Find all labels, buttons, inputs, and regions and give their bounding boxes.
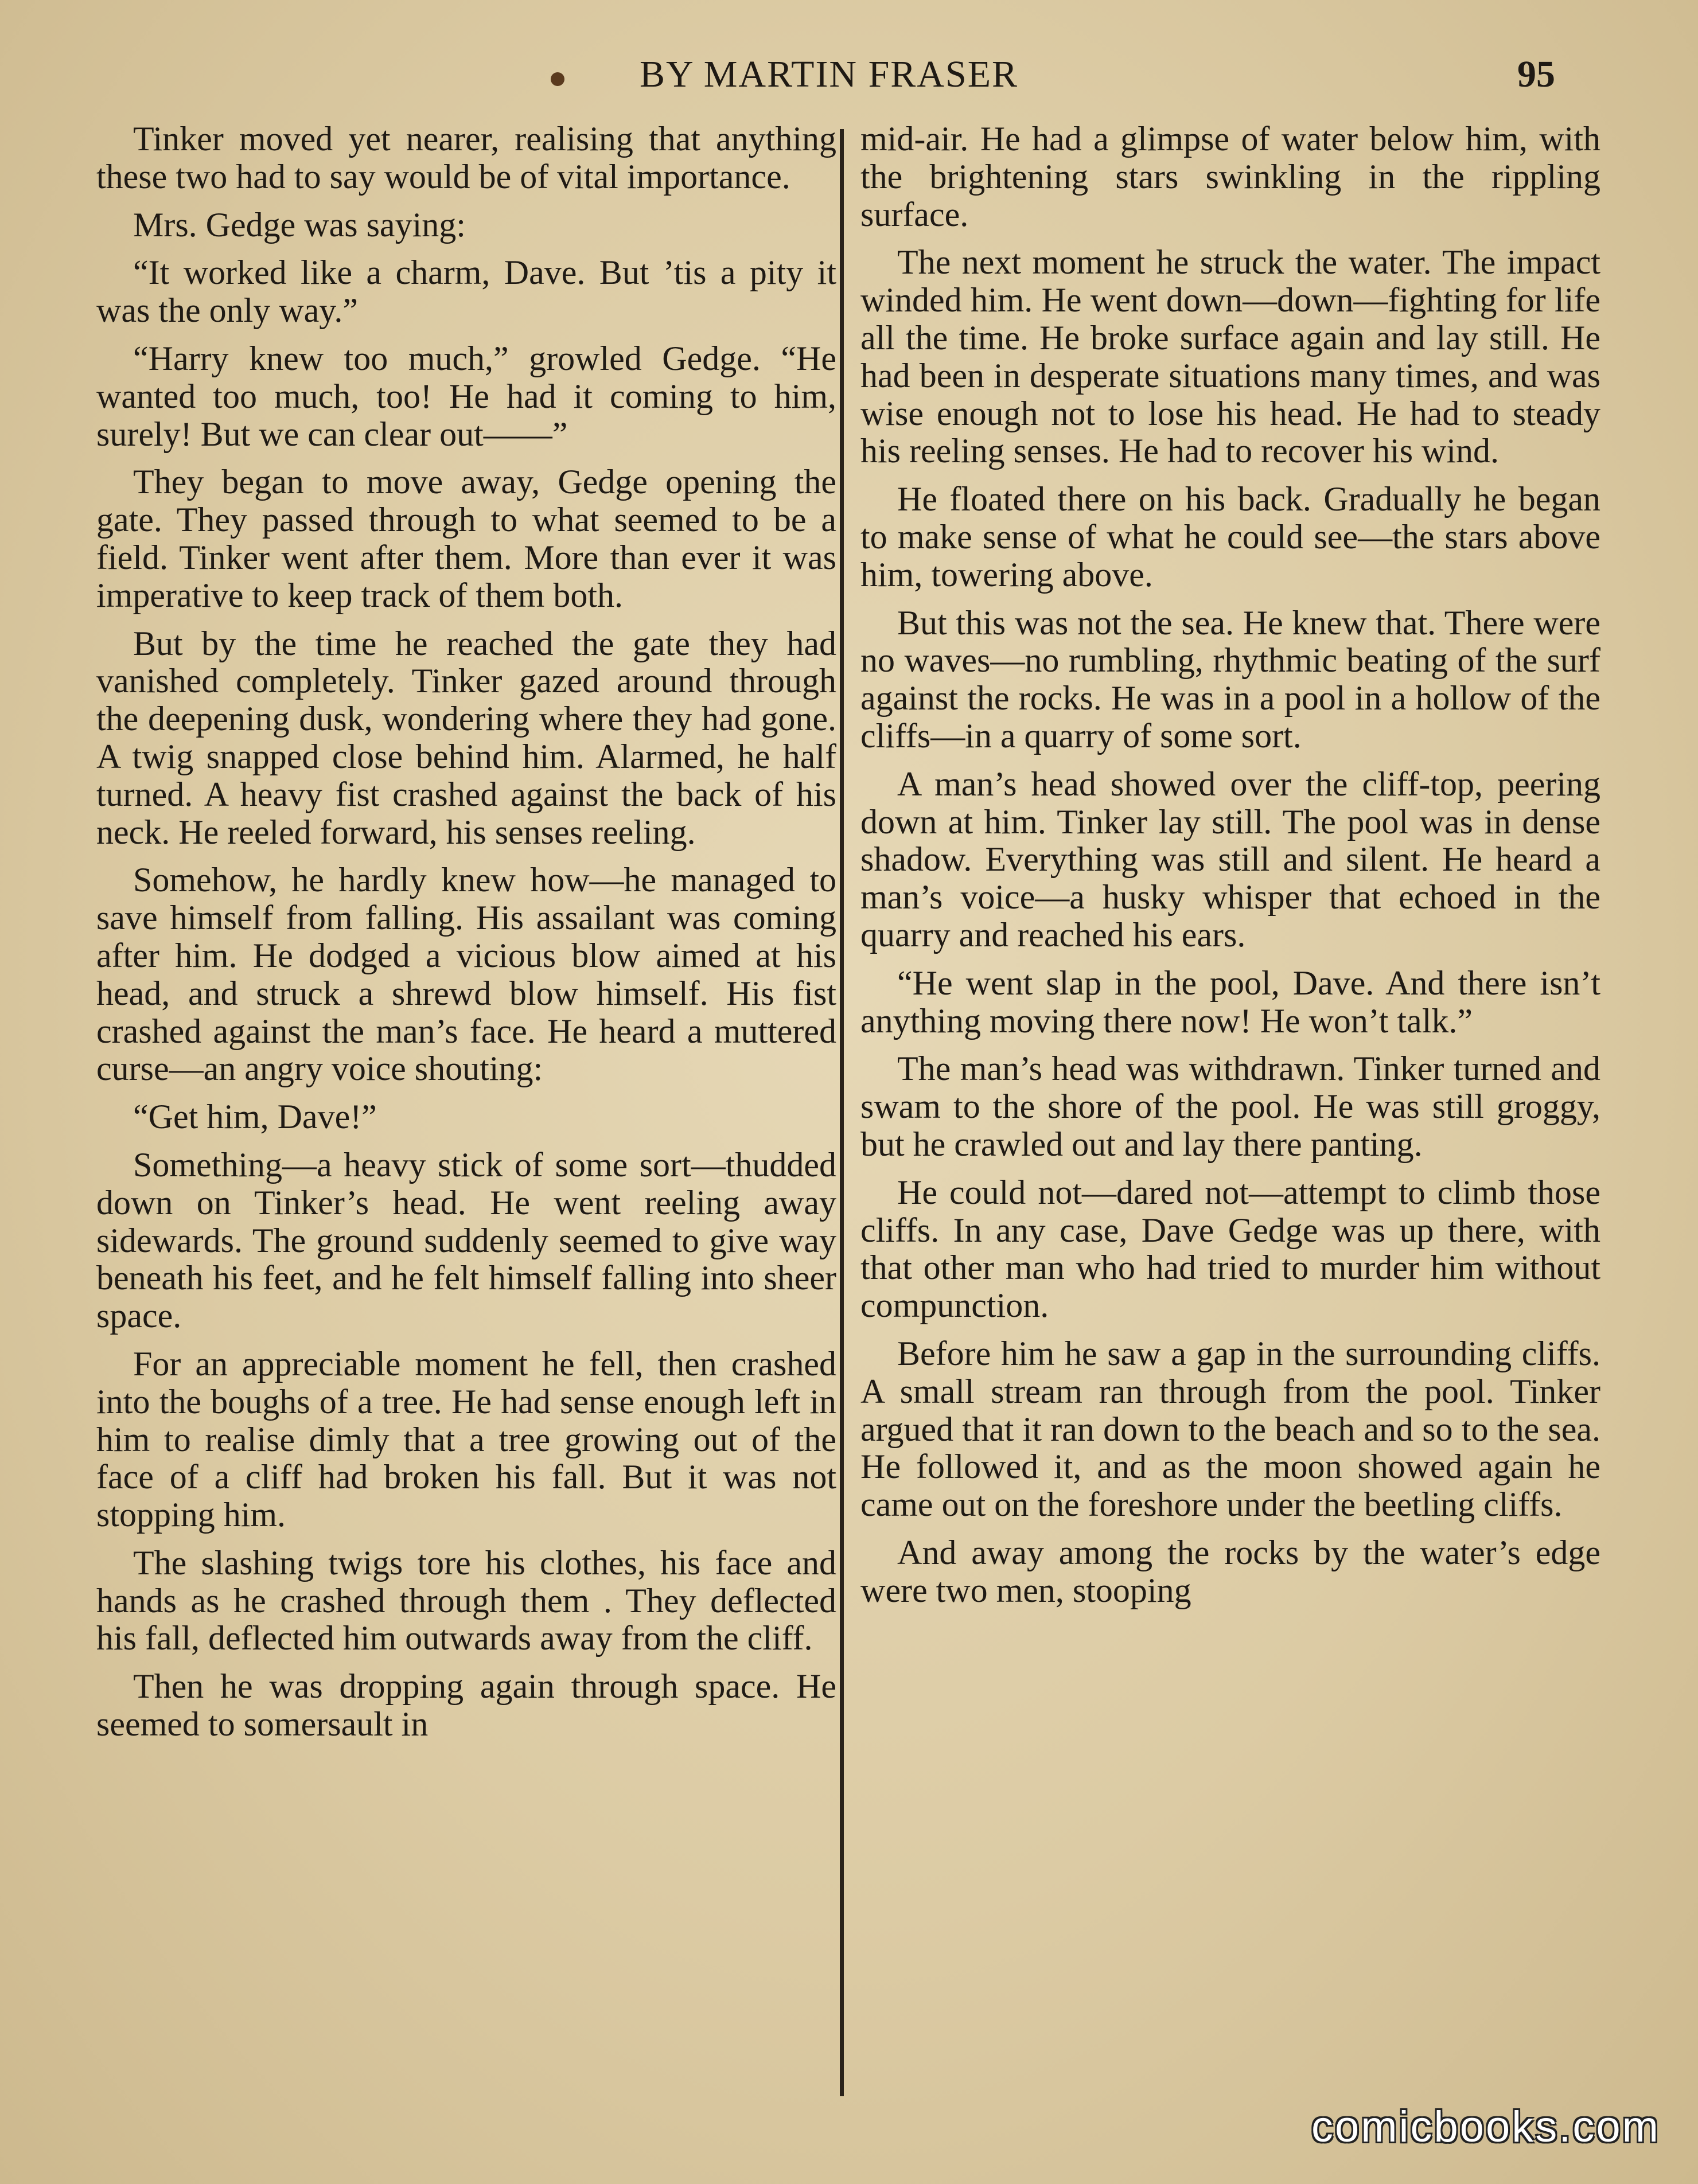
paragraph: “He went slap in the pool, Dave. And there isn’t anything moving there now! He won’t talk.” — [860, 964, 1600, 1040]
paragraph: He could not—dared not—attempt to climb those cliffs. In any case, Dave Gedge was up there, with that other man who had tried to murder him without compunction. — [860, 1173, 1600, 1325]
paragraph: Somehow, he hardly knew how—he managed to save himself from falling. His assailant was coming after him. He dodged a vicious blow aimed at his head, and struck a shrewd blow himself. His fist crashed against the man’s face. He heard a muttered curse—an angry voice shouting: — [96, 861, 836, 1088]
paragraph: The man’s head was withdrawn. Tinker turned and swam to the shore of the pool. He was still groggy, but he crawled out and lay there panting. — [860, 1050, 1600, 1163]
paragraph: Something—a heavy stick of some sort—thudded down on Tinker’s head. He went reeling away sidewards. The ground suddenly seemed to give way beneath his feet, and he felt himself falling into sheer space. — [96, 1145, 836, 1335]
paragraph: Tinker moved yet nearer, realising that anything these two had to say would be of vital importance. — [96, 120, 836, 196]
paragraph: Mrs. Gedge was saying: — [133, 205, 466, 244]
paragraph: The next moment he struck the water. The impact winded him. He went down—down—fighting for life all the time. He broke surface again and lay still. He had been in desperate situations many times, and was wise enough not to lose his head. He had to steady his reeling senses. He had to recover his wind. — [860, 243, 1600, 470]
paragraph: They began to move away, Gedge opening the gate. They passed through to what seemed to be a field. Tinker went after them. More than ever it was imperative to keep track of them both. — [96, 463, 836, 614]
ink-spot-ornament — [551, 72, 564, 86]
paragraph: Then he was dropping again through space. He seemed to somersault in — [96, 1667, 836, 1744]
paragraph: For an appreciable moment he fell, then crashed into the boughs of a tree. He had sense enough left in him to realise dimly that a tree growing out of the face of a cliff had broken his fall. But it was not stopping him. — [96, 1344, 836, 1534]
paragraph: The slashing twigs tore his clothes, his face and hands as he crashed through them . They deflected his fall, deflected him outwards away from the cliff. — [96, 1543, 836, 1658]
paragraph: But this was not the sea. He knew that. There were no waves—no rumbling, rhythmic beating of the surf against the rocks. He was in a pool in a hollow of the cliffs—in a quarry of some sort. — [860, 603, 1600, 755]
column-divider — [840, 129, 844, 2096]
page-header — [0, 46, 1698, 103]
running-title: BY MARTIN FRASER — [640, 53, 1019, 95]
site-watermark: comicbooks.com — [1311, 2103, 1660, 2151]
paragraph: But by the time he reached the gate they had vanished completely. Tinker gazed around through the deepening dusk, wondering where they had gone. A twig snapped close behind him. Alarmed, he half turned. A heavy fist crashed against the back of his neck. He reeled forward, his senses reeling. — [96, 624, 836, 851]
right-text-column — [860, 120, 1600, 1620]
paragraph: A man’s head showed over the cliff-top, peering down at him. Tinker lay still. The pool was in dense shadow. Everything was still and silent. He heard a man’s voice—a husky whisper that echoed in the quarry and reached his ears. — [860, 765, 1600, 954]
paragraph: Before him he saw a gap in the surrounding cliffs. A small stream ran through from the pool. Tinker argued that it ran down to the beach and so to the sea. He followed it, and as the moon showed again he came out on the foreshore under the beetling cliffs. — [860, 1334, 1600, 1524]
paragraph: He floated there on his back. Gradually he began to make sense of what he could see—the stars above him, towering above. — [860, 480, 1600, 594]
left-text-column — [96, 120, 836, 1754]
paragraph: And away among the rocks by the water’s edge were two men, stooping — [860, 1533, 1600, 1609]
paragraph: “It worked like a charm, Dave. But ’tis a pity it was the only way.” — [96, 253, 836, 330]
paragraph: mid-air. He had a glimpse of water below him, with the brightening stars swinkling in the rippling surface. — [860, 120, 1600, 233]
page-number: 95 — [1517, 53, 1555, 95]
paragraph: “Get him, Dave!” — [133, 1098, 377, 1136]
paragraph: “Harry knew too much,” growled Gedge. “He wanted too much, too! He had it coming to him, surely! But we can clear out——” — [96, 339, 836, 453]
